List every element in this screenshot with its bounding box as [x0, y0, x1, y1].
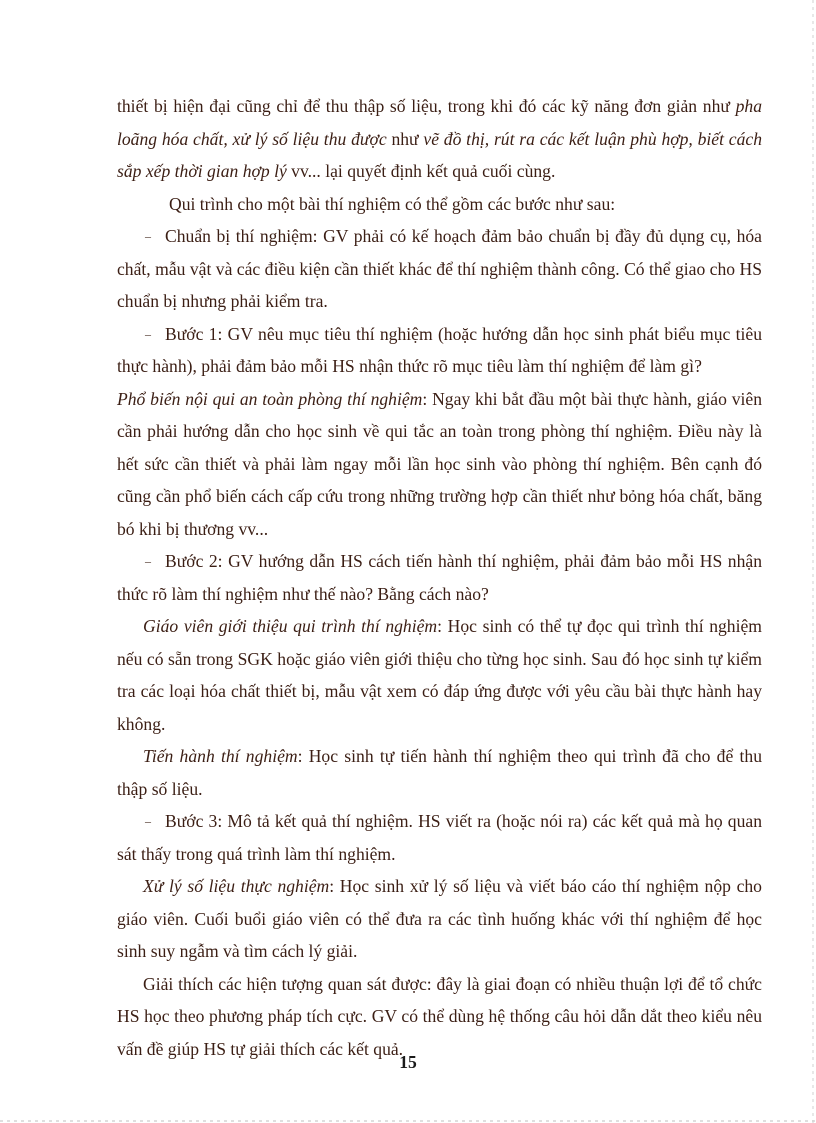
italic-heading: Xử lý số liệu thực nghiệm: [143, 876, 330, 896]
text: như: [386, 128, 424, 149]
document-body: [117, 90, 762, 1065]
bullet-step-1: [117, 318, 762, 383]
paragraph-explanation: Giải thích các hiện tượng quan sát được: đây là giai đoạn có nhiều thuận lợi để tổ chức HS học theo phương pháp tích cực. GV có thể dùng hệ thống câu hỏi dẫn dắt theo kiểu nêu vấn đề giúp HS tự giải thích các kết quả.: [117, 973, 762, 1059]
bullet-dash: –: [145, 229, 151, 243]
paragraph-data-processing: [117, 870, 762, 968]
bullet-dash: –: [145, 814, 151, 828]
text: : Học sinh tự tiến hành thí nghiệm theo qui trình đã cho để thu thập số liệu.: [117, 746, 762, 799]
paragraph-process-intro: Qui trình cho một bài thí nghiệm có thể gồm các bước như sau:: [169, 193, 616, 214]
paragraph-intro: [117, 90, 762, 188]
italic-heading: Tiến hành thí nghiệm: [143, 746, 298, 766]
bullet-preparation: [117, 220, 762, 318]
italic-text: vẽ đồ thị, rút ra các kết luận phù hợp, biết cách sắp xếp thời gian hợp lý: [117, 128, 762, 181]
text: : Học sinh có thể tự đọc qui trình thí nghiệm nếu có sẵn trong SGK hoặc giáo viên giới thiệu cho từng học sinh. Sau đó học sinh tự kiểm tra các loại hóa chất thiết bị, mẫu vật xem có đáp ứng được với yêu cầu bài thực hành hay không.: [117, 616, 762, 734]
bullet-step-3: [117, 805, 762, 870]
bullet-dash: –: [145, 554, 151, 568]
paragraph-safety-rules: [117, 383, 762, 546]
text: : Học sinh xử lý số liệu và viết báo cáo thí nghiệm nộp cho giáo viên. Cuối buổi giáo viên có thể đưa ra các tình huống khác với thí nghiệm để học sinh suy ngẫm và tìm cách lý giải.: [117, 876, 762, 961]
text: Bước 2: GV hướng dẫn HS cách tiến hành thí nghiệm, phải đảm bảo mỗi HS nhận thức rõ làm thí nghiệm như thế nào? Bằng cách nào?: [117, 551, 762, 604]
paragraph-procedure-intro: [117, 610, 762, 740]
bullet-step-2: [117, 545, 762, 610]
text: Bước 3: Mô tả kết quả thí nghiệm. HS viết ra (hoặc nói ra) các kết quả mà họ quan sát thấy trong quá trình làm thí nghiệm.: [117, 811, 762, 864]
paragraph-conduct: [117, 740, 762, 805]
text: vv... lại quyết định kết quả cuối cùng.: [286, 161, 556, 181]
italic-heading: Giáo viên giới thiệu qui trình thí nghiệm: [143, 616, 438, 636]
italic-text: pha loãng hóa chất, xử lý số liệu thu được: [117, 96, 762, 149]
text: Chuẩn bị thí nghiệm: GV phải có kế hoạch đảm bảo chuẩn bị đầy đủ dụng cụ, hóa chất, mẫu vật và các điều kiện cần thiết khác để thí nghiệm thành công. Có thể giao cho HS chuẩn bị nhưng phải kiểm tra.: [117, 226, 762, 311]
bullet-dash: –: [145, 326, 151, 341]
text: thiết bị hiện đại cũng chỉ để thu thập số liệu, trong khi đó các kỹ năng đơn giản như: [117, 96, 736, 116]
text: Bước 1: GV nêu mục tiêu thí nghiệm (hoặc hướng dẫn học sinh phát biểu mục tiêu thực hành), phải đảm bảo mỗi HS nhận thức rõ mục tiêu làm thí nghiệm để làm gì?: [117, 323, 762, 376]
page-number: 15: [399, 1052, 417, 1072]
italic-heading: Phổ biến nội qui an toàn phòng thí nghiệm: [117, 388, 423, 409]
text: : Ngay khi bắt đầu một bài thực hành, giáo viên cần phải hướng dẫn cho học sinh về qui tắc an toàn trong phòng thí nghiệm. Điều này là hết sức cần thiết và phải làm ngay mỗi lần học sinh vào phòng thí nghiệm. Bên cạnh đó cũng cần phổ biến cách cấp cứu trong những trường hợp cần thiết như bỏng hóa chất, băng bó khi bị thương vv...: [117, 388, 763, 539]
